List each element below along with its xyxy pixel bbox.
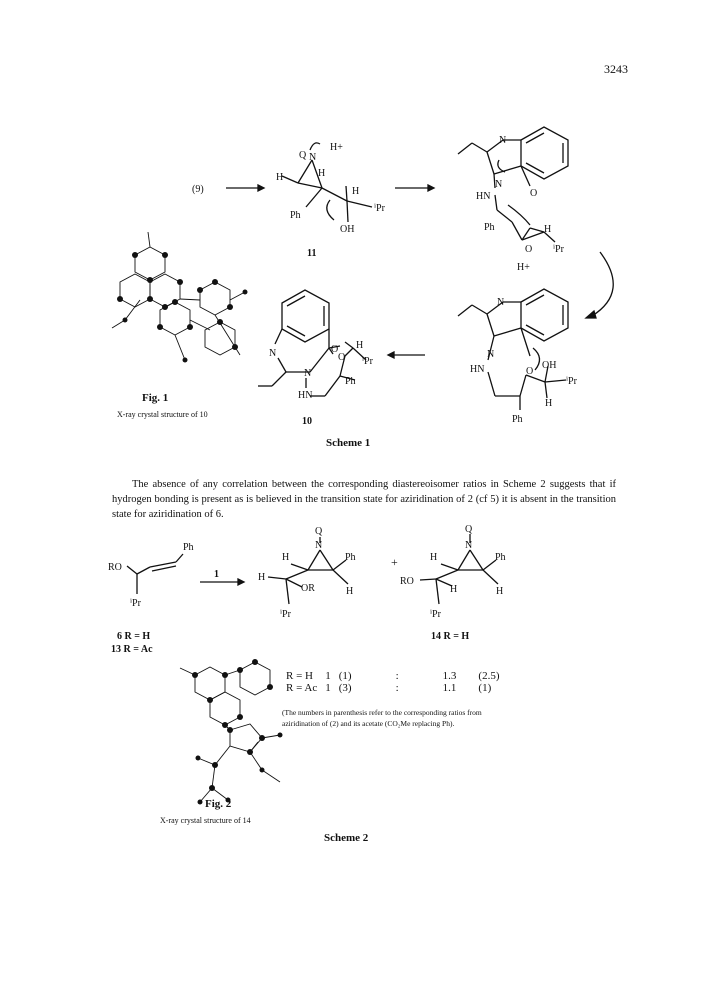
ph-group: Ph (345, 376, 356, 387)
h-atom: H (346, 586, 354, 597)
ratio-table (282, 670, 503, 694)
proton-label: H+ (330, 142, 343, 153)
n-atom: N (465, 540, 473, 551)
hn-group: HN (476, 191, 491, 202)
ratio-row (282, 682, 503, 694)
fig2-caption: X-ray crystal structure of 14 (160, 816, 251, 825)
scheme1-title: Scheme 1 (326, 437, 371, 449)
n-atom: N (304, 368, 312, 379)
plus-sign: + (391, 555, 398, 569)
ph-group: Ph (484, 222, 495, 233)
or-group: OR (301, 583, 315, 594)
n-atom: N (315, 540, 323, 551)
ratio-r: R = H (286, 670, 313, 682)
n-atom: N (499, 135, 507, 146)
ph-group: Ph (345, 552, 356, 563)
compound-11-label: 11 (307, 248, 317, 259)
h-atom: H (450, 584, 458, 595)
body-paragraph: The absence of any correlation between the corresponding diastereoisomer ratios in Scheme 2 suggests that if hydrogen bonding is present as is believed in the transition state for aziridination of 2 (cf 5) it is absent in the transition state for aziridination of 6. (112, 479, 616, 520)
ipr-group: ⁱPr (280, 609, 291, 620)
h-atom: H (282, 552, 290, 563)
ratio-b: 1.1 (442, 682, 457, 694)
n-atom: N (269, 348, 277, 359)
o-atom: O (526, 366, 534, 377)
compound-10-label: 10 (302, 416, 312, 427)
q-atom: Q (315, 526, 323, 537)
ratio-sep: : (395, 670, 399, 682)
h-atom: H (544, 224, 552, 235)
ratio-b: 1.3 (442, 670, 457, 682)
ph-group: Ph (495, 552, 506, 563)
start-compound-label: (9) (192, 184, 204, 195)
o-atom: O (525, 244, 533, 255)
h-atom: H (258, 572, 266, 583)
scheme-1-diagram (0, 0, 711, 460)
page-number: 3243 (604, 62, 628, 76)
scheme2-title: Scheme 2 (324, 832, 369, 844)
oh-group: OH (542, 360, 557, 371)
ph-group: Ph (290, 210, 301, 221)
ratio-note: (The numbers in parenthesis refer to the corresponding ratios from aziridination of (2) and its acetate (CO₂Me replacing Ph). (282, 708, 482, 728)
ph-group: Ph (183, 542, 194, 553)
ipr-group: ⁱPr (430, 609, 441, 620)
o-atom: O (331, 344, 339, 355)
ipr-group: ⁱPr (553, 244, 564, 255)
ro-label-6: RO (108, 562, 122, 573)
o-atom: O (338, 352, 346, 363)
oh-group: OH (340, 224, 355, 235)
o-atom: O (530, 188, 538, 199)
proton-label: H+ (517, 262, 530, 273)
n-atom: N (497, 297, 505, 308)
ratio-a: 1 (325, 670, 331, 682)
h-atom: H (276, 172, 284, 183)
ph-group: Ph (512, 414, 523, 425)
hn-group: HN (470, 364, 485, 375)
ipr-group: ⁱPr (362, 356, 373, 367)
q-atom: Q (299, 150, 307, 161)
ipr-group: ⁱPr (374, 203, 385, 214)
ratio-r: R = Ac (286, 682, 318, 694)
ratio-b-paren: (1) (478, 682, 492, 694)
fig1-caption: X-ray crystal structure of 10 (117, 410, 208, 419)
n-atom: N (487, 349, 495, 360)
fig2-label: Fig. 2 (205, 798, 232, 810)
ratio-row (282, 670, 503, 682)
ratio-a-paren: (3) (338, 682, 352, 694)
h-atom: H (318, 168, 326, 179)
compound-6-label: 6 R = H (117, 631, 151, 642)
ratio-b-paren: (2.5) (478, 670, 500, 682)
ipr-group: ⁱPr (566, 376, 577, 387)
compound-13-label: 13 R = Ac (111, 644, 153, 655)
ratio-sep: : (395, 682, 399, 694)
compound-14-label: 14 R = H (431, 631, 470, 642)
ratio-a-paren: (1) (338, 670, 352, 682)
hn-group: HN (298, 390, 313, 401)
ipr-group: ⁱPr (130, 598, 141, 609)
n-atom: N (309, 152, 317, 163)
h-atom: H (496, 586, 504, 597)
q-atom: Q (465, 524, 473, 535)
n-atom: N (495, 179, 503, 190)
h-atom: H (352, 186, 360, 197)
ro-label-14: RO (400, 576, 414, 587)
ratio-a: 1 (325, 682, 331, 694)
reagent-label: 1 (214, 569, 219, 580)
fig1-label: Fig. 1 (142, 392, 169, 404)
h-atom: H (356, 340, 364, 351)
h-atom: H (545, 398, 553, 409)
h-atom: H (430, 552, 438, 563)
